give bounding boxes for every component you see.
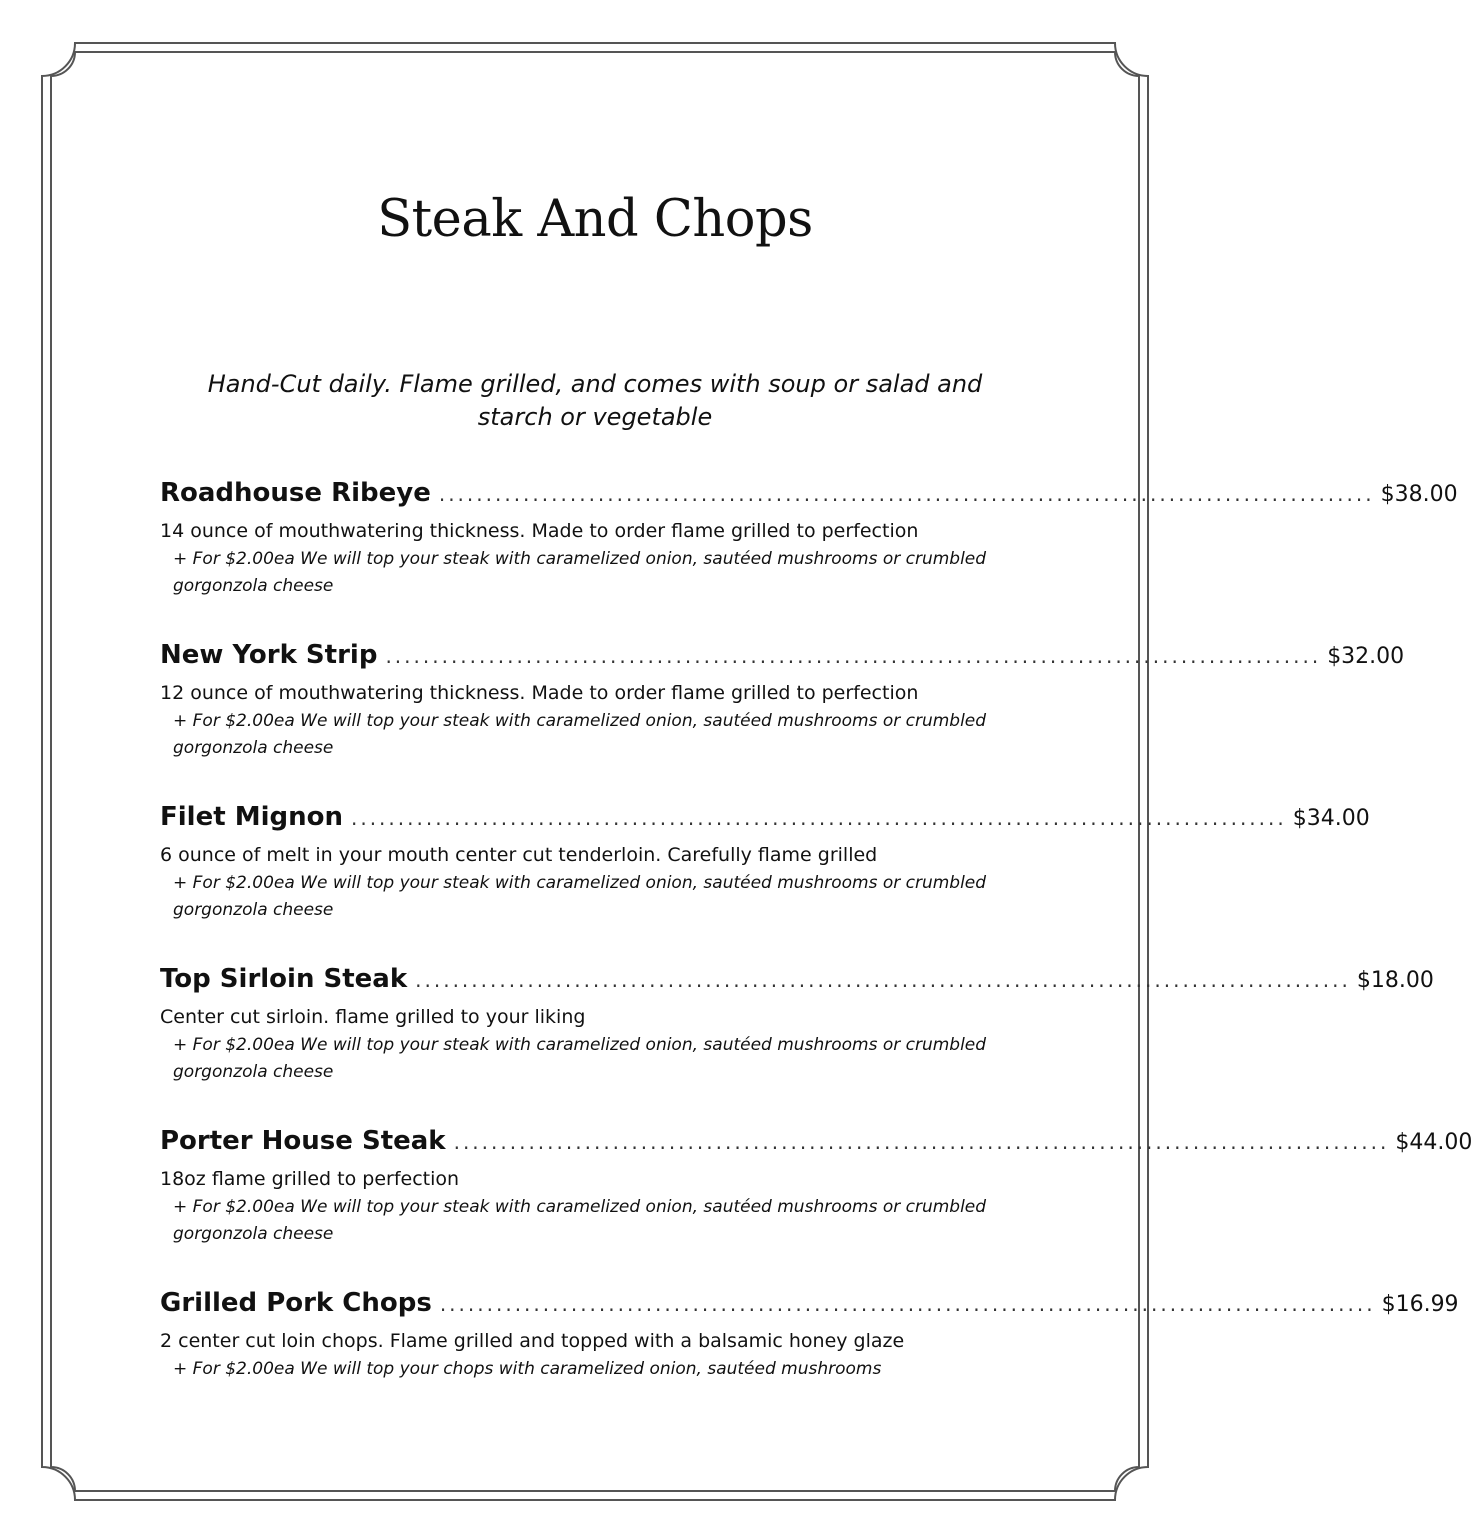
dot-leader: .................................................................................................... [385,644,1322,668]
menu-item-name: Filet Mignon [160,802,343,832]
menu-item-header [160,640,1405,678]
dot-leader: .................................................................................................... [415,968,1351,992]
menu-item [160,802,1370,964]
menu-item-price: $38.00 [1380,482,1458,507]
menu-item-price: $44.00 [1395,1130,1472,1155]
page-title: Steak And Chops [377,190,813,249]
menu-item-addon: + For $2.00ea We will top your steak with caramelized onion, sautéed mushrooms or crumbled gorgonzola cheese [173,549,987,596]
menu-item-name: New York Strip [160,640,378,670]
menu-item-description: 2 center cut loin chops. Flame grilled and topped with a balsamic honey glaze [160,1330,905,1352]
menu-item [160,1126,1472,1288]
menu-item-description: Center cut sirloin. flame grilled to your liking [160,1006,586,1028]
menu-item-header [160,1288,1459,1326]
menu-item-addon: + For $2.00ea We will top your steak with caramelized onion, sautéed mushrooms or crumbled gorgonzola cheese [173,1197,987,1244]
menu-item [160,964,1434,1126]
menu-item-addon: + For $2.00ea We will top your steak with caramelized onion, sautéed mushrooms or crumbled gorgonzola cheese [173,873,987,920]
menu-item-addon: + For $2.00ea We will top your steak with caramelized onion, sautéed mushrooms or crumbled gorgonzola cheese [173,711,987,758]
menu-item-addon: + For $2.00ea We will top your chops with caramelized onion, sautéed mushrooms [173,1359,882,1379]
menu-item-name: Top Sirloin Steak [160,964,408,994]
menu-item-name: Roadhouse Ribeye [160,478,431,508]
menu-item-description: 14 ounce of mouthwatering thickness. Made to order flame grilled to perfection [160,520,919,542]
menu-item-price: $34.00 [1292,806,1370,831]
page-subtitle: Hand-Cut daily. Flame grilled, and comes with soup or salad and starch or vegetable [207,370,983,431]
dot-leader: .................................................................................................... [350,806,1287,830]
menu-item [160,1288,1459,1450]
menu-item-header [160,478,1458,516]
menu-item-price: $16.99 [1381,1292,1459,1317]
dot-leader: .................................................................................................... [439,1292,1376,1316]
menu-item-description: 18oz flame grilled to perfection [160,1168,460,1190]
menu-item-name: Grilled Pork Chops [160,1288,432,1318]
menu-item-header [160,1126,1472,1164]
menu-item-description: 6 ounce of melt in your mouth center cut tenderloin. Carefully flame grilled [160,844,878,866]
menu-item-addon: + For $2.00ea We will top your steak with caramelized onion, sautéed mushrooms or crumbled gorgonzola cheese [173,1035,987,1082]
menu-item [160,478,1458,640]
menu-item-header [160,802,1370,840]
menu-item-price: $32.00 [1327,644,1405,669]
menu-item-header [160,964,1434,1002]
menu-item-description: 12 ounce of mouthwatering thickness. Made to order flame grilled to perfection [160,682,919,704]
menu-item-name: Porter House Steak [160,1126,446,1156]
menu-item-price: $18.00 [1356,968,1434,993]
menu-item [160,640,1405,802]
dot-leader: .................................................................................................... [438,482,1375,506]
menu-list [160,478,1472,1450]
dot-leader: .................................................................................................... [453,1130,1390,1154]
